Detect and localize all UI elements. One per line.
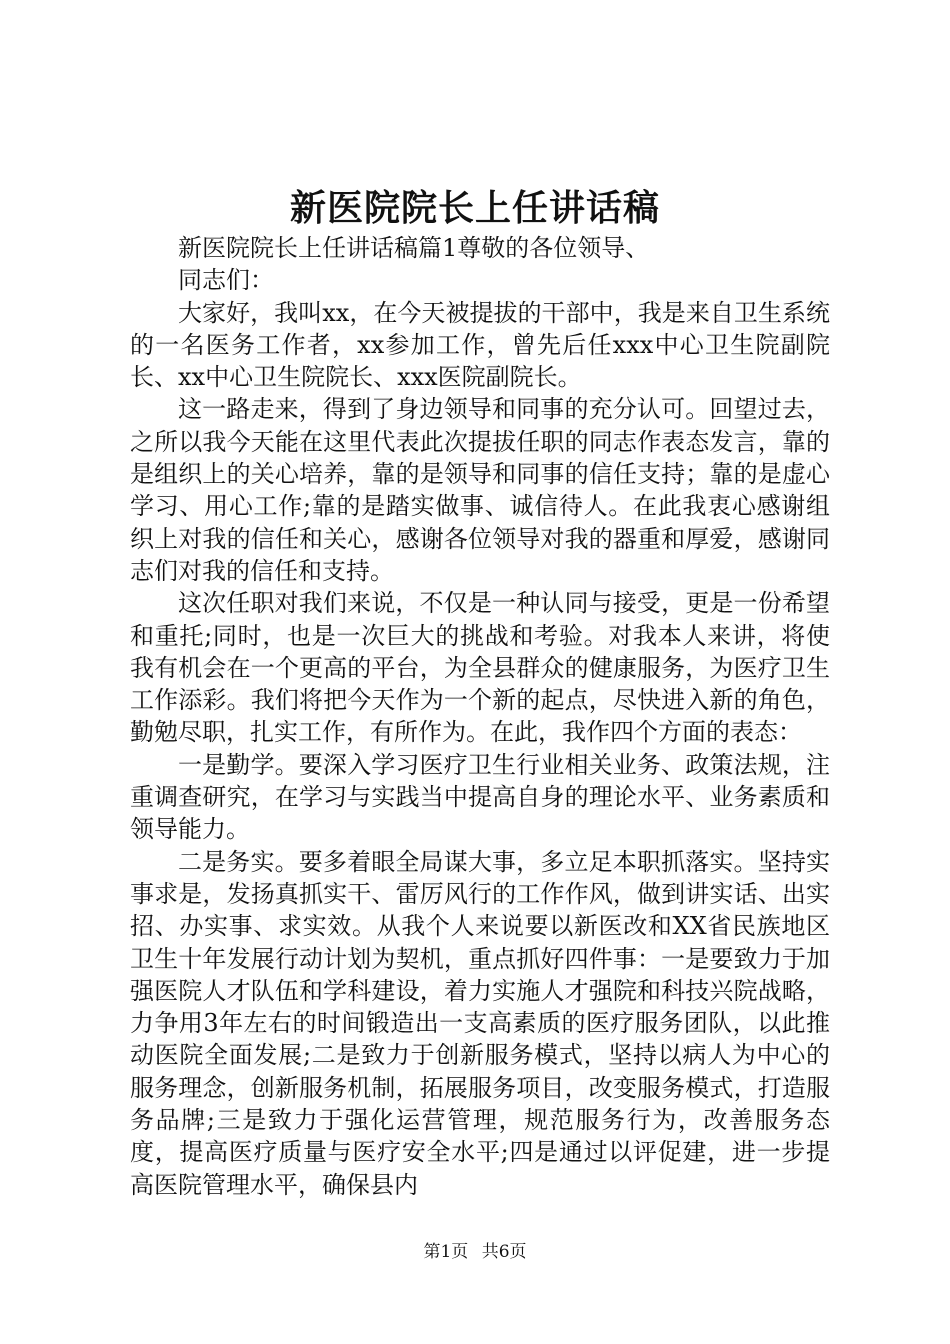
paragraph: 二是务实。要多着眼全局谋大事，多立足本职抓落实。坚持实事求是，发扬真抓实干、雷厉风行的工作作风，做到讲实话、出实招、办实事、求实效。从我个人来说要以新医改和XX省民族地区卫生十年发展行动计划为契机，重点抓好四件事：一是要致力于加强医院人才队伍和学科建设，着力实施人才强院和科技兴院战略，力争用3年左右的时间锻造出一支高素质的医疗服务团队，以此推动医院全面发展;二是致力于创新服务模式，坚持以病人为中心的服务理念，创新服务机制，拓展服务项目，改变服务模式，打造服务品牌;三是致力于强化运营管理，规范服务行为，改善服务态度，提高医疗质量与医疗安全水平;四是通过以评促建，进一步提高医院管理水平，确保县内 [130,847,830,1199]
document-body [130,232,830,1201]
paragraph: 这一路走来，得到了身边领导和同事的充分认可。回望过去，之所以我今天能在这里代表此次提拔任职的同志作表态发言，靠的是组织上的关心培养，靠的是领导和同事的信任支持；靠的是虚心学习、用心工作;靠的是踏实做事、诚信待人。在此我衷心感谢组织上对我的信任和关心，感谢各位领导对我的器重和厚爱，感谢同志们对我的信任和支持。 [130,395,830,585]
page-footer [0,1240,950,1264]
document-title: 新医院院长上任讲话稿 [289,187,660,229]
paragraph: 这次任职对我们来说，不仅是一种认同与接受，更是一份希望和重托;同时，也是一次巨大的挑战和考验。对我本人来讲，将使我有机会在一个更高的平台，为全县群众的健康服务，为医疗卫生工作添彩。我们将把今天作为一个新的起点，尽快进入新的角色，勤勉尽职，扎实工作，有所作为。在此，我作四个方面的表态： [130,589,830,747]
page-number: 第1页 [423,1242,469,1262]
paragraph: 大家好，我叫xx，在今天被提拔的干部中，我是来自卫生系统的一名医务工作者，xx参加工作，曾先后任xxx中心卫生院副院长、xx中心卫生院院长、xxx医院副院长。 [130,298,830,392]
page-total: 共6页 [481,1242,527,1262]
paragraph: 一是勤学。要深入学习医疗卫生行业相关业务、政策法规，注重调查研究，在学习与实践当中提高自身的理论水平、业务素质和领导能力。 [130,750,830,844]
paragraph: 同志们： [178,266,274,295]
paragraph: 新医院院长上任讲话稿篇1尊敬的各位领导、 [178,234,650,262]
